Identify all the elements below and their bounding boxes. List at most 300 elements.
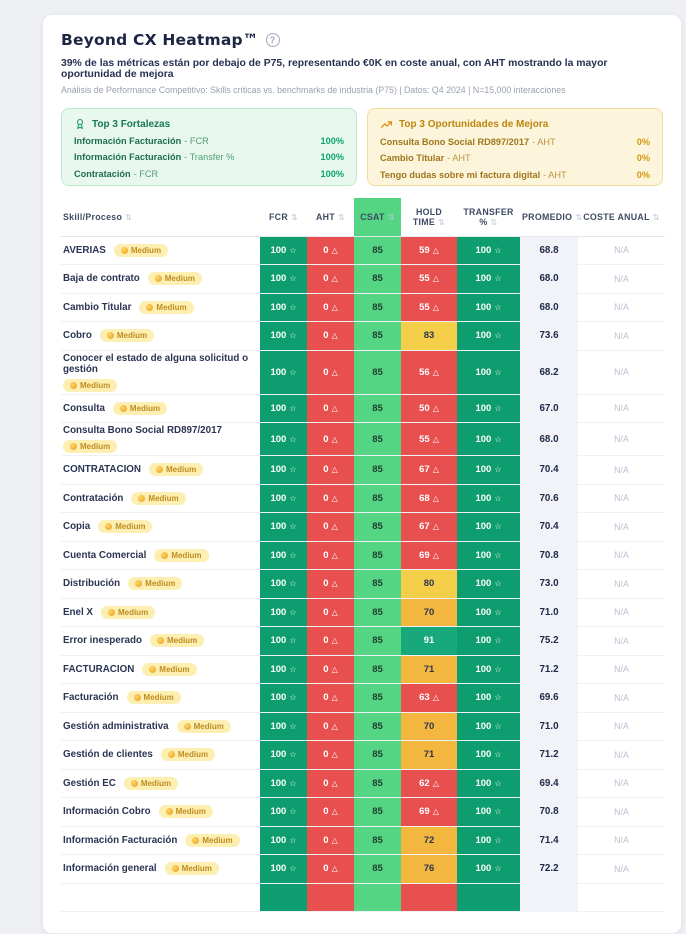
star-icon: ☆ — [289, 636, 297, 646]
promedio-cell: 75.2 — [520, 627, 578, 656]
panel-item-metric: - AHT — [447, 153, 471, 163]
skill-wrap — [61, 423, 260, 455]
badge-label: Medium — [181, 864, 212, 874]
aht-cell — [307, 684, 354, 713]
hold-time-value — [401, 485, 457, 513]
table-row — [61, 826, 665, 855]
promedio-cell: 68.0 — [520, 265, 578, 294]
aht-value — [307, 513, 354, 541]
warning-icon: △ — [432, 403, 439, 413]
fcr-number: 100 — [270, 606, 287, 618]
heatmap-card — [42, 14, 682, 934]
promedio-cell: 68.2 — [520, 350, 578, 394]
hold-time-cell — [401, 293, 457, 322]
transfer-number: 100 — [475, 606, 492, 618]
medium-dot-icon — [138, 495, 145, 502]
info-icon[interactable]: ? — [266, 33, 280, 47]
fcr-number: 100 — [270, 366, 287, 378]
sort-icon[interactable]: ⇅ — [652, 212, 660, 222]
fcr-value — [260, 395, 307, 423]
warning-icon: △ — [331, 522, 338, 532]
column-header-2[interactable] — [307, 198, 354, 236]
table-row — [61, 394, 665, 423]
hold-time-value — [401, 827, 457, 855]
fcr-cell — [260, 769, 307, 798]
warning-icon: △ — [432, 493, 439, 503]
warning-icon: △ — [331, 493, 338, 503]
star-icon: ☆ — [289, 693, 297, 703]
aht-cell — [307, 423, 354, 456]
hold-time-value — [401, 627, 457, 655]
table-row — [61, 855, 665, 884]
hold-time-cell — [401, 798, 457, 827]
fcr-number: 100 — [270, 244, 287, 256]
transfer-number: 100 — [475, 464, 492, 476]
panel-item-value: 0% — [636, 136, 650, 147]
priority-badge — [63, 379, 117, 392]
transfer-number: 100 — [475, 549, 492, 561]
fcr-number: 100 — [270, 663, 287, 675]
skill-cell — [61, 513, 260, 542]
star-icon: ☆ — [494, 302, 502, 312]
hold-time-cell — [401, 456, 457, 485]
fcr-cell — [260, 484, 307, 513]
coste-anual-cell: N/A — [614, 806, 629, 817]
medium-dot-icon — [120, 405, 127, 412]
coste-anual-cell: N/A — [614, 493, 629, 504]
hold-number: 76 — [423, 863, 435, 875]
promedio-cell: 70.8 — [520, 798, 578, 827]
badge-label: Medium — [166, 465, 197, 475]
hold-time-value — [401, 456, 457, 484]
hold-number: 63 — [419, 692, 430, 704]
star-icon: ☆ — [289, 579, 297, 589]
badge-label: Medium — [193, 721, 224, 731]
transfer-number: 100 — [475, 492, 492, 504]
skill-cell — [61, 541, 260, 570]
fcr-cell — [260, 627, 307, 656]
fcr-cell — [260, 350, 307, 394]
medium-dot-icon — [168, 751, 175, 758]
warning-icon: △ — [331, 607, 338, 617]
medium-dot-icon — [121, 247, 128, 254]
priority-badge — [159, 805, 213, 818]
badge-label: Medium — [145, 579, 176, 589]
panel-item-label — [74, 169, 158, 180]
skill-wrap — [61, 746, 260, 763]
transfer-value — [457, 770, 520, 798]
aht-value — [307, 237, 354, 265]
csat-value: 85 — [354, 827, 401, 855]
panel-item-metric: - Transfer % — [184, 152, 235, 162]
badge-label: Medium — [171, 550, 202, 560]
skill-cell — [61, 655, 260, 684]
metric-value — [401, 884, 457, 912]
opportunities-title: Top 3 Oportunidades de Mejora — [399, 119, 549, 130]
csat-cell — [354, 741, 401, 770]
hold-time-cell — [401, 484, 457, 513]
transfer-cell — [457, 322, 520, 351]
fcr-number: 100 — [270, 720, 287, 732]
warning-icon: △ — [432, 434, 439, 444]
promedio-cell: 70.4 — [520, 456, 578, 485]
transfer-cell — [457, 236, 520, 265]
skill-name: Información Facturación — [63, 834, 178, 846]
hold-number: 71 — [423, 663, 435, 675]
column-header-7[interactable] — [578, 198, 665, 236]
star-icon: ☆ — [289, 864, 297, 874]
fcr-value — [260, 513, 307, 541]
fcr-cell — [260, 826, 307, 855]
coste-anual-cell: N/A — [614, 778, 629, 789]
hold-number: 55 — [419, 273, 430, 285]
table-row — [61, 350, 665, 394]
hold-time-value — [401, 294, 457, 322]
aht-cell — [307, 712, 354, 741]
transfer-value — [457, 456, 520, 484]
skill-name: Información general — [63, 863, 157, 875]
star-icon: ☆ — [289, 403, 297, 413]
transfer-number: 100 — [475, 806, 492, 818]
fcr-cell — [260, 541, 307, 570]
hold-time-cell — [401, 322, 457, 351]
table-row — [61, 798, 665, 827]
badge-label: Medium — [148, 493, 179, 503]
skill-cell — [61, 883, 260, 912]
medium-dot-icon — [156, 466, 163, 473]
panel-item-label — [380, 170, 567, 181]
star-icon: ☆ — [289, 664, 297, 674]
csat-cell — [354, 484, 401, 513]
csat-value: 85 — [354, 770, 401, 798]
fcr-number: 100 — [270, 863, 287, 875]
strengths-list — [74, 136, 344, 180]
csat-value: 85 — [354, 798, 401, 826]
sort-icon[interactable]: ⇅ — [290, 212, 298, 222]
fcr-value — [260, 542, 307, 570]
csat-value: 85 — [354, 513, 401, 541]
skill-wrap — [61, 718, 260, 735]
transfer-cell — [457, 484, 520, 513]
priority-badge — [139, 301, 193, 314]
fcr-value — [260, 351, 307, 394]
aht-number: 0 — [323, 720, 329, 732]
panel-item — [380, 170, 650, 181]
aht-number: 0 — [323, 834, 329, 846]
fcr-cell — [260, 598, 307, 627]
fcr-value — [260, 713, 307, 741]
panel-item-value: 100% — [320, 152, 344, 162]
skill-cell — [61, 741, 260, 770]
skill-wrap — [61, 518, 260, 535]
csat-value: 85 — [354, 627, 401, 655]
transfer-value — [457, 485, 520, 513]
transfer-number: 100 — [475, 433, 492, 445]
hold-time-value — [401, 855, 457, 883]
hold-number: 50 — [419, 402, 430, 414]
transfer-value — [457, 237, 520, 265]
warning-icon: △ — [331, 864, 338, 874]
aht-cell — [307, 598, 354, 627]
aht-number: 0 — [323, 301, 329, 313]
csat-cell — [354, 513, 401, 542]
promedio-cell: 73.0 — [520, 570, 578, 599]
transfer-value — [457, 627, 520, 655]
csat-value: 85 — [354, 351, 401, 394]
table-row — [61, 423, 665, 456]
hold-time-cell — [401, 541, 457, 570]
transfer-number: 100 — [475, 777, 492, 789]
hold-time-cell — [401, 394, 457, 423]
priority-badge — [100, 329, 154, 342]
sort-icon[interactable]: ⇅ — [337, 212, 345, 222]
csat-cell — [354, 655, 401, 684]
metric-cell — [457, 883, 520, 912]
skill-cell — [61, 484, 260, 513]
aht-cell — [307, 741, 354, 770]
coste-anual-cell: N/A — [614, 721, 629, 732]
medium-dot-icon — [107, 332, 114, 339]
hold-number: 83 — [423, 330, 435, 342]
transfer-number: 100 — [475, 663, 492, 675]
fcr-cell — [260, 570, 307, 599]
promedio-cell: 68.0 — [520, 423, 578, 456]
transfer-number: 100 — [475, 834, 492, 846]
star-icon: ☆ — [289, 367, 297, 377]
transfer-value — [457, 395, 520, 423]
panel-item-name: Información Facturación — [74, 135, 182, 146]
aht-value — [307, 294, 354, 322]
table-row — [61, 456, 665, 485]
panel-item-label — [74, 152, 234, 163]
priority-badge — [148, 272, 202, 285]
priority-badge — [124, 777, 178, 790]
medium-dot-icon — [105, 523, 112, 530]
medium-dot-icon — [108, 609, 115, 616]
column-header-6[interactable] — [520, 198, 583, 236]
sort-icon[interactable]: ⇅ — [125, 212, 133, 222]
priority-badge — [142, 663, 196, 676]
meta-text: Análisis de Performance Competitivo: Skills críticas vs. benchmarks de industria (P75) | Datos: Q4 2024 | N=15,000 interacciones — [61, 85, 566, 95]
column-label: TRANSFER % — [463, 206, 514, 227]
sort-icon[interactable]: ⇅ — [438, 217, 446, 227]
skill-wrap — [61, 299, 260, 316]
metric-cell — [260, 883, 307, 912]
aht-value — [307, 351, 354, 394]
transfer-cell — [457, 741, 520, 770]
fcr-cell — [260, 394, 307, 423]
aht-value — [307, 423, 354, 455]
aht-cell — [307, 513, 354, 542]
csat-cell — [354, 570, 401, 599]
skill-wrap — [61, 632, 260, 649]
hold-number: 69 — [419, 806, 430, 818]
aht-number: 0 — [323, 863, 329, 875]
skill-cell — [61, 712, 260, 741]
fcr-number: 100 — [270, 330, 287, 342]
skill-cell — [61, 423, 260, 456]
column-header-1[interactable] — [260, 198, 307, 236]
sort-icon[interactable]: ⇅ — [387, 212, 395, 222]
table-row-partial — [61, 883, 665, 912]
skill-cell — [61, 265, 260, 294]
star-icon: ☆ — [289, 550, 297, 560]
star-icon: ☆ — [494, 693, 502, 703]
star-icon: ☆ — [289, 274, 297, 284]
badge-label: Medium — [129, 403, 161, 413]
aht-value — [307, 542, 354, 570]
fcr-cell — [260, 456, 307, 485]
transfer-value — [457, 827, 520, 855]
skill-cell — [61, 769, 260, 798]
hold-time-cell — [401, 655, 457, 684]
column-header-3[interactable] — [354, 198, 401, 236]
skill-name: Contratación — [63, 492, 124, 504]
column-header-0[interactable] — [61, 198, 260, 236]
sort-icon[interactable]: ⇅ — [575, 212, 583, 222]
transfer-value — [457, 294, 520, 322]
coste-anual-cell: N/A — [614, 403, 629, 414]
transfer-cell — [457, 798, 520, 827]
skill-wrap — [61, 575, 260, 592]
strengths-header — [74, 118, 344, 130]
coste-anual-cell: N/A — [614, 578, 629, 589]
fcr-value — [260, 770, 307, 798]
csat-cell — [354, 456, 401, 485]
priority-badge — [150, 634, 204, 647]
csat-cell — [354, 769, 401, 798]
hold-time-cell — [401, 570, 457, 599]
transfer-cell — [457, 423, 520, 456]
csat-value: 85 — [354, 456, 401, 484]
promedio-cell: 70.6 — [520, 484, 578, 513]
priority-badge — [114, 244, 168, 257]
hold-number: 69 — [419, 549, 430, 561]
hold-time-cell — [401, 423, 457, 456]
table-row — [61, 769, 665, 798]
metric-value — [307, 884, 354, 912]
promedio-cell: 69.4 — [520, 769, 578, 798]
column-label: HOLD TIME — [412, 206, 443, 227]
hold-time-value — [401, 741, 457, 769]
column-label: COSTE ANUAL — [583, 211, 650, 222]
csat-cell — [354, 684, 401, 713]
aht-number: 0 — [323, 663, 329, 675]
promedio-cell: 68.0 — [520, 293, 578, 322]
warning-icon: △ — [432, 302, 439, 312]
coste-anual-cell: N/A — [614, 692, 629, 703]
csat-value: 85 — [354, 656, 401, 684]
table-row — [61, 598, 665, 627]
transfer-value — [457, 855, 520, 883]
star-icon: ☆ — [494, 367, 502, 377]
aht-value — [307, 599, 354, 627]
skill-wrap — [61, 490, 260, 507]
opportunities-list — [380, 137, 650, 181]
column-header-5[interactable] — [457, 198, 520, 236]
hold-number: 91 — [423, 635, 435, 647]
skill-name: Cambio Titular — [63, 301, 132, 313]
transfer-number: 100 — [475, 635, 492, 647]
metric-cell — [401, 883, 457, 912]
medium-dot-icon — [192, 837, 199, 844]
coste-anual-cell: N/A — [614, 367, 629, 377]
insight-panels — [61, 108, 663, 186]
hold-time-value — [401, 265, 457, 293]
fcr-value — [260, 485, 307, 513]
warning-icon: △ — [432, 550, 439, 560]
promedio-cell: 71.0 — [520, 598, 578, 627]
table-row — [61, 484, 665, 513]
transfer-cell — [457, 513, 520, 542]
medal-icon — [74, 118, 86, 130]
aht-value — [307, 265, 354, 293]
table-row — [61, 513, 665, 542]
sort-icon[interactable]: ⇅ — [490, 217, 498, 227]
coste-anual-cell: N/A — [614, 863, 629, 874]
hold-time-value — [401, 713, 457, 741]
column-label: FCR — [269, 211, 288, 222]
hold-time-value — [401, 770, 457, 798]
coste-anual-cell: N/A — [614, 273, 629, 284]
fcr-cell — [260, 265, 307, 294]
aht-value — [307, 570, 354, 598]
badge-label: Medium — [143, 693, 174, 703]
coste-anual-cell: N/A — [614, 664, 629, 675]
aht-number: 0 — [323, 464, 329, 476]
coste-anual-cell: N/A — [614, 464, 629, 475]
star-icon: ☆ — [494, 835, 502, 845]
star-icon: ☆ — [289, 493, 297, 503]
skill-name: FACTURACION — [63, 663, 135, 675]
warning-icon: △ — [432, 693, 439, 703]
priority-badge — [177, 720, 231, 733]
star-icon: ☆ — [494, 636, 502, 646]
aht-value — [307, 855, 354, 883]
warning-icon: △ — [331, 750, 338, 760]
medium-dot-icon — [157, 637, 164, 644]
skill-cell — [61, 570, 260, 599]
column-header-4[interactable] — [401, 198, 457, 236]
coste-anual-cell: N/A — [614, 434, 629, 444]
coste-anual-cell: N/A — [614, 330, 629, 341]
skill-name: Información Cobro — [63, 806, 151, 818]
transfer-value — [457, 570, 520, 598]
star-icon: ☆ — [289, 302, 297, 312]
metric-value — [260, 884, 307, 912]
aht-number: 0 — [323, 433, 329, 445]
fcr-value — [260, 265, 307, 293]
coste-anual-cell: N/A — [614, 749, 629, 760]
hold-time-value — [401, 798, 457, 826]
hold-number: 68 — [419, 492, 430, 504]
coste-anual-cell: N/A — [614, 521, 629, 532]
fcr-value — [260, 741, 307, 769]
warning-icon: △ — [331, 807, 338, 817]
star-icon: ☆ — [494, 522, 502, 532]
star-icon: ☆ — [494, 664, 502, 674]
skill-wrap — [61, 547, 260, 564]
aht-number: 0 — [323, 273, 329, 285]
coste-anual-cell: N/A — [614, 835, 629, 846]
hold-number: 71 — [423, 749, 435, 761]
transfer-number: 100 — [475, 692, 492, 704]
fcr-cell — [260, 741, 307, 770]
skill-name: Consulta — [63, 402, 105, 414]
hold-time-cell — [401, 265, 457, 294]
skill-name: CONTRATACION — [63, 464, 142, 476]
star-icon: ☆ — [494, 864, 502, 874]
